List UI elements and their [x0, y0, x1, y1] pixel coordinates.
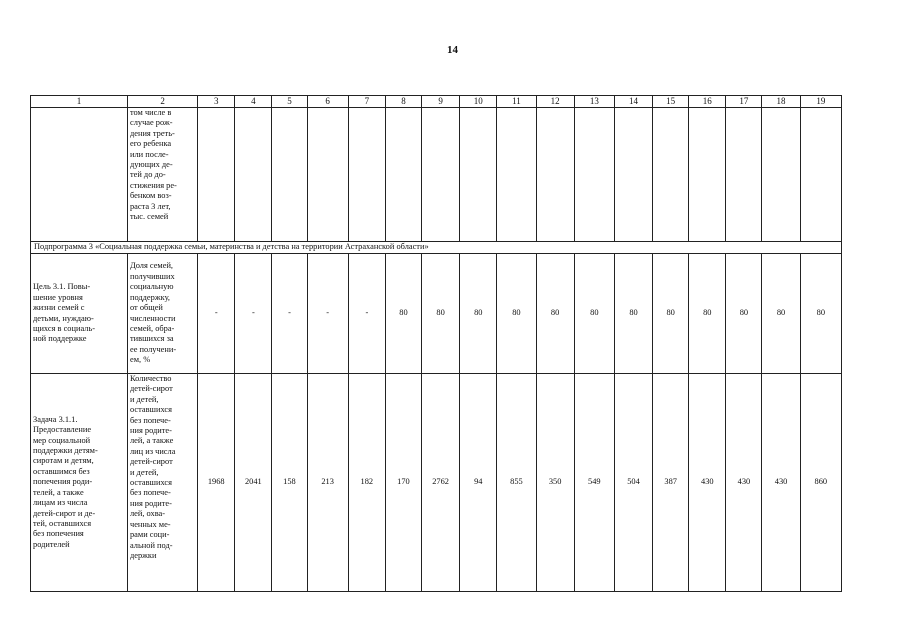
header-cell: 8	[385, 96, 421, 108]
header-cell: 2	[127, 96, 197, 108]
value-cell: 80	[422, 254, 460, 374]
table-row-task	[31, 374, 842, 592]
header-cell: 9	[422, 96, 460, 108]
value-cell: 80	[536, 254, 574, 374]
value-cell: 80	[800, 254, 841, 374]
value-cell: 430	[726, 374, 762, 592]
value-cell	[726, 108, 762, 242]
header-cell: 7	[348, 96, 385, 108]
value-cell: -	[235, 254, 272, 374]
value-cell	[689, 108, 726, 242]
value-cell	[614, 108, 652, 242]
value-cell: 350	[536, 374, 574, 592]
table-row-goal	[31, 254, 842, 374]
header-cell: 10	[460, 96, 497, 108]
cell-indicator: Доля семей, получивших социальную поддержку, от общей численности семей, обра- тившихся за ее получени- ем, %	[127, 254, 197, 374]
header-cell: 1	[31, 96, 128, 108]
value-cell	[497, 108, 536, 242]
value-cell: 504	[614, 374, 652, 592]
header-cell: 3	[198, 96, 235, 108]
value-cell	[653, 108, 689, 242]
value-cell: -	[198, 254, 235, 374]
value-cell: 80	[574, 254, 614, 374]
value-cell: 549	[574, 374, 614, 592]
value-cell	[536, 108, 574, 242]
header-cell: 14	[614, 96, 652, 108]
header-cell: 18	[762, 96, 800, 108]
value-cell: 182	[348, 374, 385, 592]
header-cell: 16	[689, 96, 726, 108]
value-cell: 80	[689, 254, 726, 374]
value-cell	[272, 108, 307, 242]
cell-indicator: Количество детей-сирот и детей, оставшихся без попече- ния родите- лей, а также лиц из числа детей-сирот и детей, оставшихся без попече- ния родите- лей, охва- ченных ме- рами соци- альной под- держки	[127, 374, 197, 592]
value-cell: 430	[689, 374, 726, 592]
value-cell: 430	[762, 374, 800, 592]
cell-goal: Цель 3.1. Повы- шение уровня жизни семей с детьми, нуждаю- щихся в социаль- ной поддержке	[31, 254, 128, 374]
value-cell: 855	[497, 374, 536, 592]
table-header-row	[31, 96, 842, 108]
header-cell: 11	[497, 96, 536, 108]
value-cell	[574, 108, 614, 242]
value-cell: 94	[460, 374, 497, 592]
value-cell	[307, 108, 348, 242]
value-cell: 1968	[198, 374, 235, 592]
value-cell	[460, 108, 497, 242]
value-cell: 80	[614, 254, 652, 374]
header-cell: 6	[307, 96, 348, 108]
value-cell	[235, 108, 272, 242]
cell-task: Задача 3.1.1. Предоставление мер социальной поддержки детям- сиротам и детям, оставшимся без попечения роди- телей, а также лицам из числа детей-сирот и де- тей, оставшихся без попечения родителей	[31, 374, 128, 592]
subprogram-row	[31, 242, 842, 254]
value-cell: 80	[762, 254, 800, 374]
value-cell	[800, 108, 841, 242]
header-cell: 4	[235, 96, 272, 108]
value-cell: 80	[653, 254, 689, 374]
cell-goal-task	[31, 108, 128, 242]
value-cell: 158	[272, 374, 307, 592]
header-cell: 13	[574, 96, 614, 108]
header-cell: 17	[726, 96, 762, 108]
indicator-table	[30, 95, 842, 592]
value-cell: 80	[497, 254, 536, 374]
value-cell: 387	[653, 374, 689, 592]
table-row-continuation	[31, 108, 842, 242]
value-cell: 2041	[235, 374, 272, 592]
value-cell: 2762	[422, 374, 460, 592]
subprogram-title: Подпрограмма 3 «Социальная поддержка семьи, материнства и детства на территории Астраханской области»	[31, 242, 842, 254]
header-cell: 12	[536, 96, 574, 108]
value-cell	[385, 108, 421, 242]
value-cell: 213	[307, 374, 348, 592]
value-cell: 860	[800, 374, 841, 592]
header-cell: 19	[800, 96, 841, 108]
value-cell: 80	[385, 254, 421, 374]
value-cell	[762, 108, 800, 242]
value-cell	[348, 108, 385, 242]
value-cell: 170	[385, 374, 421, 592]
cell-indicator: том числе в случае рож- дения треть- его ребенка или после- дующих де- тей до до- стижения ре- бенком воз- раста 3 лет, тыс. семей	[127, 108, 197, 242]
value-cell: -	[307, 254, 348, 374]
header-cell: 5	[272, 96, 307, 108]
value-cell: -	[348, 254, 385, 374]
value-cell: 80	[460, 254, 497, 374]
value-cell: 80	[726, 254, 762, 374]
value-cell	[198, 108, 235, 242]
value-cell	[422, 108, 460, 242]
page-number: 14	[447, 44, 458, 56]
value-cell: -	[272, 254, 307, 374]
header-cell: 15	[653, 96, 689, 108]
